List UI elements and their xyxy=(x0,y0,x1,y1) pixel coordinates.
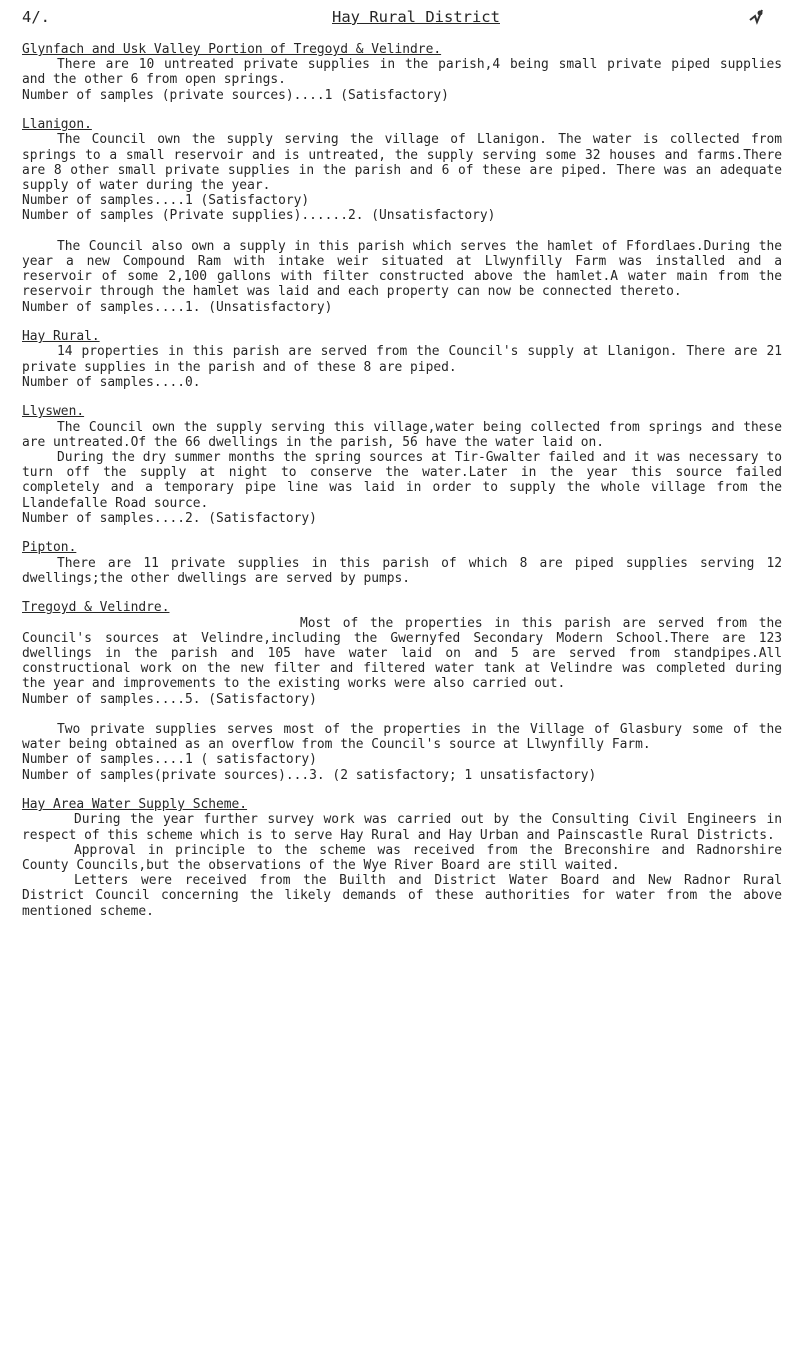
paragraph: Letters were received from the Builth and District Water Board and New Radnor Rural District Council concerning the likely demands of these authorities for water from the above mentioned scheme. xyxy=(22,873,782,919)
section-glynfach xyxy=(22,42,782,103)
paragraph: There are 11 private supplies in this parish of which 8 are piped supplies serving 12 dwellings;the other dwellings are served by pumps. xyxy=(22,555,782,586)
samples-line: Number of samples....1. (Unsatisfactory) xyxy=(22,299,333,315)
paragraph: Most of the properties in this parish are served from the Council's sources at Velindre,including the Gwernyfed Secondary Modern School.There are 123 dwellings in the parish and 105 have water laid on and 5 are served from standpipes.All constructional work on the new filter and filtered water tank at Velindre was completed during the year and improvements to the existing works were also carried out. xyxy=(22,615,782,692)
paragraph: The Council also own a supply in this parish which serves the hamlet of Ffordlaes.During the year a new Compound Ram with intake weir situated at Llwynfilly Farm was installed and a reservoir of some 2,100 gallons with filter constructed above the hamlet.A water main from the reservoir through the hamlet was laid and each property can now be connected thereto. xyxy=(22,238,782,300)
section-title: Hay Area Water Supply Scheme. xyxy=(22,797,248,813)
page-header xyxy=(22,2,782,30)
paragraph: During the dry summer months the spring sources at Tir-Gwalter failed and it was necessary to turn off the supply at night to conserve the water.Later in the year this source failed completely and a temporary pipe line was laid in order to supply the whole village from the Llandefalle Road source. xyxy=(22,450,782,511)
paragraph: 14 properties in this parish are served from the Council's supply at Llanigon. There are 21 private supplies in the parish and of these 8 are piped. xyxy=(22,344,782,375)
section-title: Llyswen. xyxy=(22,404,85,420)
section-pipton xyxy=(22,540,782,586)
paragraph: During the year further survey work was carried out by the Consulting Civil Engineers in respect of this scheme which is to serve Hay Rural and Hay Urban and Painscastle Rural Districts. xyxy=(22,812,782,843)
samples-line: Number of samples(private sources)...3. (2 satisfactory; 1 unsatisfactory) xyxy=(22,767,597,783)
samples-line: Number of samples....0. xyxy=(22,374,201,390)
section-title: Tregoyd & Velindre. xyxy=(22,600,170,616)
section-title: Llanigon. xyxy=(22,117,92,133)
samples-line: Number of samples....1 ( satisfactory) xyxy=(22,752,317,768)
samples-line: Number of samples....1 (Satisfactory) xyxy=(22,193,310,209)
section-title: Pipton. xyxy=(22,540,77,556)
section-llanigon xyxy=(22,117,782,315)
samples-line: Number of samples (private sources)....1 (Satisfactory) xyxy=(22,87,449,103)
section-hay-area-scheme xyxy=(22,797,782,919)
samples-line: Number of samples....2. (Satisfactory) xyxy=(22,510,317,526)
page-number: 4/. xyxy=(22,8,50,26)
section-title: Hay Rural. xyxy=(22,329,100,345)
paragraph: There are 10 untreated private supplies in the parish,4 being small private piped supplies and the other 6 from open springs. xyxy=(22,57,782,88)
samples-line: Number of samples (Private supplies)......2. (Unsatisfactory) xyxy=(22,208,496,224)
paragraph: Two private supplies serves most of the properties in the Village of Glasbury some of the water being obtained as an overflow from the Council's source at Llwynfilly Farm. xyxy=(22,722,782,753)
ink-mark-icon xyxy=(748,4,764,28)
paragraph: The Council own the supply serving this village,water being collected from springs and these are untreated.Of the 66 dwellings in the parish, 56 have the water laid on. xyxy=(22,419,782,450)
section-hay-rural xyxy=(22,329,782,390)
section-llyswen xyxy=(22,404,782,526)
paragraph: The Council own the supply serving the village of Llanigon. The water is collected from springs to a small reservoir and is untreated, the supply serving some 32 houses and farms.There are 8 other small private supplies in the parish and 6 of these are piped. There was an adequate supply of water during the year. xyxy=(22,132,782,194)
section-tregoyd xyxy=(22,600,782,782)
samples-line: Number of samples....5. (Satisfactory) xyxy=(22,691,317,707)
document-body xyxy=(22,42,782,933)
section-title: Glynfach and Usk Valley Portion of Tregoyd & Velindre. xyxy=(22,42,442,57)
paragraph: Approval in principle to the scheme was received from the Breconshire and Radnorshire County Councils,but the observations of the Wye River Board are still waited. xyxy=(22,842,782,874)
district-title: Hay Rural District xyxy=(332,8,500,26)
